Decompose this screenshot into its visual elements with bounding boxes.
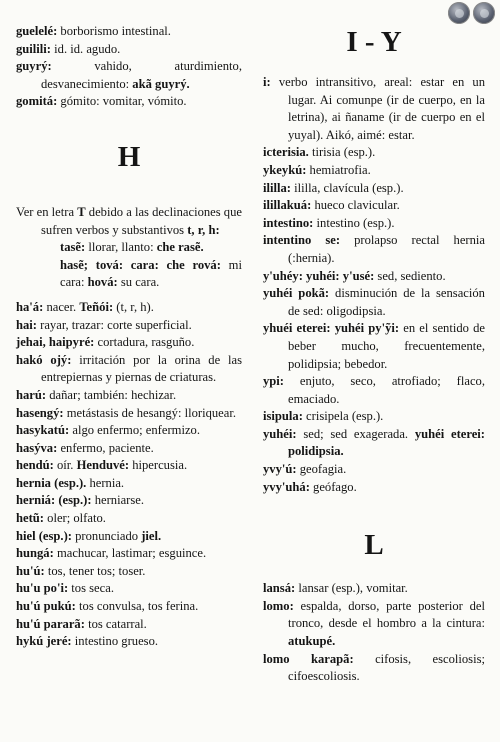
definition: oír. [53,458,77,473]
headword: hasýva: [16,440,58,455]
definition: intestino (esp.). [313,215,395,230]
definition: llorar, llanto: [85,240,157,255]
definition: tirisia (esp.). [308,145,376,160]
intro-paragraph: Ver en letra T debido a las declinaciones que sufren verbos y substantivos t, r, h: [16,204,242,237]
definition: sed; sed exagerada. [296,426,415,441]
headword: y'uhéy: yuhéi: [263,268,340,283]
definition: gómito: vomitar, vómito. [57,94,187,109]
dictionary-entry [263,426,485,461]
dictionary-entry [16,387,242,405]
definition: tos seca. [68,581,114,596]
definition: pronunciado [71,528,142,543]
definition: hernia. [86,475,125,490]
headword: hu'ú pararã: [16,616,85,631]
definition: (t, r, h). [113,299,154,314]
dictionary-entry [263,320,485,373]
dictionary-entry [263,373,485,408]
dictionary-entry [16,528,242,546]
dictionary-entry [263,232,485,267]
disc-icon[interactable] [448,2,470,24]
headword: hasengý: [16,405,64,420]
definition: hipercusia. [129,458,188,473]
definition: metástasis de hesangý: lloriquear. [63,405,237,420]
headword: isipula: [263,409,303,424]
headword: hu'u po'i: [16,581,69,596]
guarani-term: akã guyrý. [132,76,190,91]
dictionary-entry [16,23,242,41]
definition: espalda, dorso, parte posterior del tronco, desde el hombro a la cintura: [288,598,485,631]
headword: yhuéi eterei: yuhéi py'ỹi: [263,321,400,336]
dictionary-entry [16,41,242,59]
definition: hemiatrofia. [306,162,371,177]
headword: i: [263,75,271,89]
dictionary-entry [16,545,242,563]
definition: algo enfermo; enfermizo. [69,423,200,438]
guarani-term: che rasẽ. [156,240,204,255]
headword: hendú: [16,458,54,473]
headword: guelelé: [16,24,58,38]
dictionary-entry [263,285,485,320]
definition: tos catarral. [84,616,147,631]
definition: geofagia. [296,462,347,477]
headword: guyrý: [16,59,52,74]
headword: hernia (esp.). [16,475,87,490]
headword: lansá: [263,581,296,596]
definition: tos, tener tos; toser. [44,563,146,578]
dictionary-entry [263,144,485,162]
headword: hasẽ; tová: cara: che rová: [60,257,221,272]
dictionary-entry [16,598,242,616]
headword: hiel (esp.): [16,528,72,543]
dictionary-entry [16,93,242,111]
dictionary-entry [16,492,242,510]
headword: jehai, haipyré: [16,335,95,350]
dictionary-entry [16,422,242,440]
headword: ilillakuá: [263,198,312,213]
headword: herniá: (esp.): [16,493,92,508]
headword: ililla: [263,180,291,195]
dictionary-entry [263,479,485,497]
definition: irritación por la orina de las entrepiernas y piernas de criaturas. [41,352,242,385]
headword: harú: [16,387,47,402]
headword: hu'ú: [16,563,45,578]
dictionary-entry [16,257,242,292]
corner-icons [448,2,495,24]
definition: prolapso rectal hernia (:hernia). [288,233,485,265]
headword: ykeykú: [263,162,307,177]
dictionary-entry [16,563,242,581]
definition: lansar (esp.), vomitar. [295,581,408,596]
section-letter-l: L [364,529,384,562]
definition: tos convulsa, tos ferina. [75,599,199,614]
dictionary-entry [16,352,242,387]
guarani-term: Henduvé: [76,458,130,473]
dictionary-entry [263,74,485,144]
intro-subentries [16,239,242,292]
definition: ililla, clavícula (esp.). [291,180,404,195]
guarani-term: y'usé: [342,268,375,283]
dictionary-entry [16,457,242,475]
definition: cifosis, escoliosis; cifoescoliosis. [288,651,485,684]
definition: vahido, aturdimiento, desvanecimiento: [41,59,242,91]
dictionary-entry [16,440,242,458]
dictionary-entry [16,334,242,352]
headword: yuhéi: [263,426,297,441]
headword: gomitá: [16,94,58,109]
section-letter-h: H [117,140,141,173]
definition: geófago. [309,479,357,494]
definition: hueco clavicular. [311,198,400,213]
entries-h [16,299,242,651]
dictionary-entry [263,651,485,686]
definition: mi cara: [60,257,242,290]
dictionary-entry [263,180,485,198]
definition: nacer. [43,299,80,314]
definition: en el sentido de beber mucho, frecuentemente, polidipsia; bebedor. [288,321,485,371]
dictionary-entry [263,268,485,286]
right-column [263,25,485,686]
definition: su cara. [117,275,160,290]
dictionary-entry [16,510,242,528]
dictionary-entry [263,461,485,479]
guarani-term: hová: [87,275,118,290]
entries-g [16,23,242,111]
section-letter-iy: I - Y [346,26,402,58]
headword: hetũ: [16,511,44,526]
headword: intentino se: [263,233,341,248]
headword: lomo: [263,598,294,613]
definition: crisipela (esp.). [302,409,384,424]
definition: verbo intransitivo, areal: estar en un lugar. Ai comunpe (ir de cuerpo, en la letrina), ai ñaname (ir de cuerpo en el yuyal). Aikó, aimé: estar. [270,75,485,142]
dictionary-entry [16,317,242,335]
definition: id. id. agudo. [51,41,121,56]
dictionary-entry [16,405,242,423]
definition: disminución de la sensación de sed: oligodipsia. [288,286,485,318]
definition: enfermo, paciente. [57,440,154,455]
definition: machucar, lastimar; esguince. [53,546,207,561]
dictionary-entry [16,239,242,257]
headword: hungá: [16,546,54,561]
dictionary-entry [263,580,485,598]
headword: hakó ojý: [16,352,72,367]
definition: borborismo intestinal. [57,24,171,38]
dictionary-entry [263,408,485,426]
dictionary-entry [16,475,242,493]
entries-iy [263,74,485,496]
guarani-term: Teñói: [79,299,114,314]
definition: intestino grueso. [71,634,159,649]
headword: guilili: [16,41,51,56]
headword: hasykatú: [16,423,70,438]
headword: ypi: [263,374,284,389]
guarani-term: jiel. [141,528,162,543]
headword: hu'ú pukú: [16,599,76,614]
headword: intestino: [263,215,314,230]
definition: enjuto, seco, atrofiado; flaco, emaciado. [284,374,485,406]
headword: lomo karapã: [263,651,354,666]
dictionary-entry [263,215,485,233]
dictionary-entry [16,580,242,598]
guarani-term: yuhéi eterei: polidipsia. [288,426,486,459]
definition: herniarse. [91,493,145,508]
definition: cortadura, rasguño. [94,335,195,350]
definition: rayar, trazar: corte superficial. [37,317,192,332]
guarani-term: atukupé. [288,634,336,649]
headword: icterisia. [263,145,309,160]
headword: yvy'uhá: [263,479,310,494]
dictionary-entry [16,633,242,651]
definition: dañar; también: hechizar. [46,387,177,402]
dictionary-entry [263,197,485,215]
headword: tasẽ: [60,240,86,255]
dictionary-entry [16,299,242,317]
definition: sed, sediento. [374,268,446,283]
headword: hai: [16,317,37,332]
disc-icon[interactable] [473,2,495,24]
headword: hykú jeré: [16,634,72,649]
headword: yuhéi pokã: [263,286,330,301]
dictionary-entry [16,58,242,93]
dictionary-entry [263,598,485,651]
definition: oler; olfato. [44,511,106,526]
dictionary-entry [16,616,242,634]
left-column [16,23,242,651]
headword: yvy'ú: [263,462,297,477]
headword: ha'á: [16,299,44,314]
dictionary-entry [263,162,485,180]
entries-l [263,580,485,686]
